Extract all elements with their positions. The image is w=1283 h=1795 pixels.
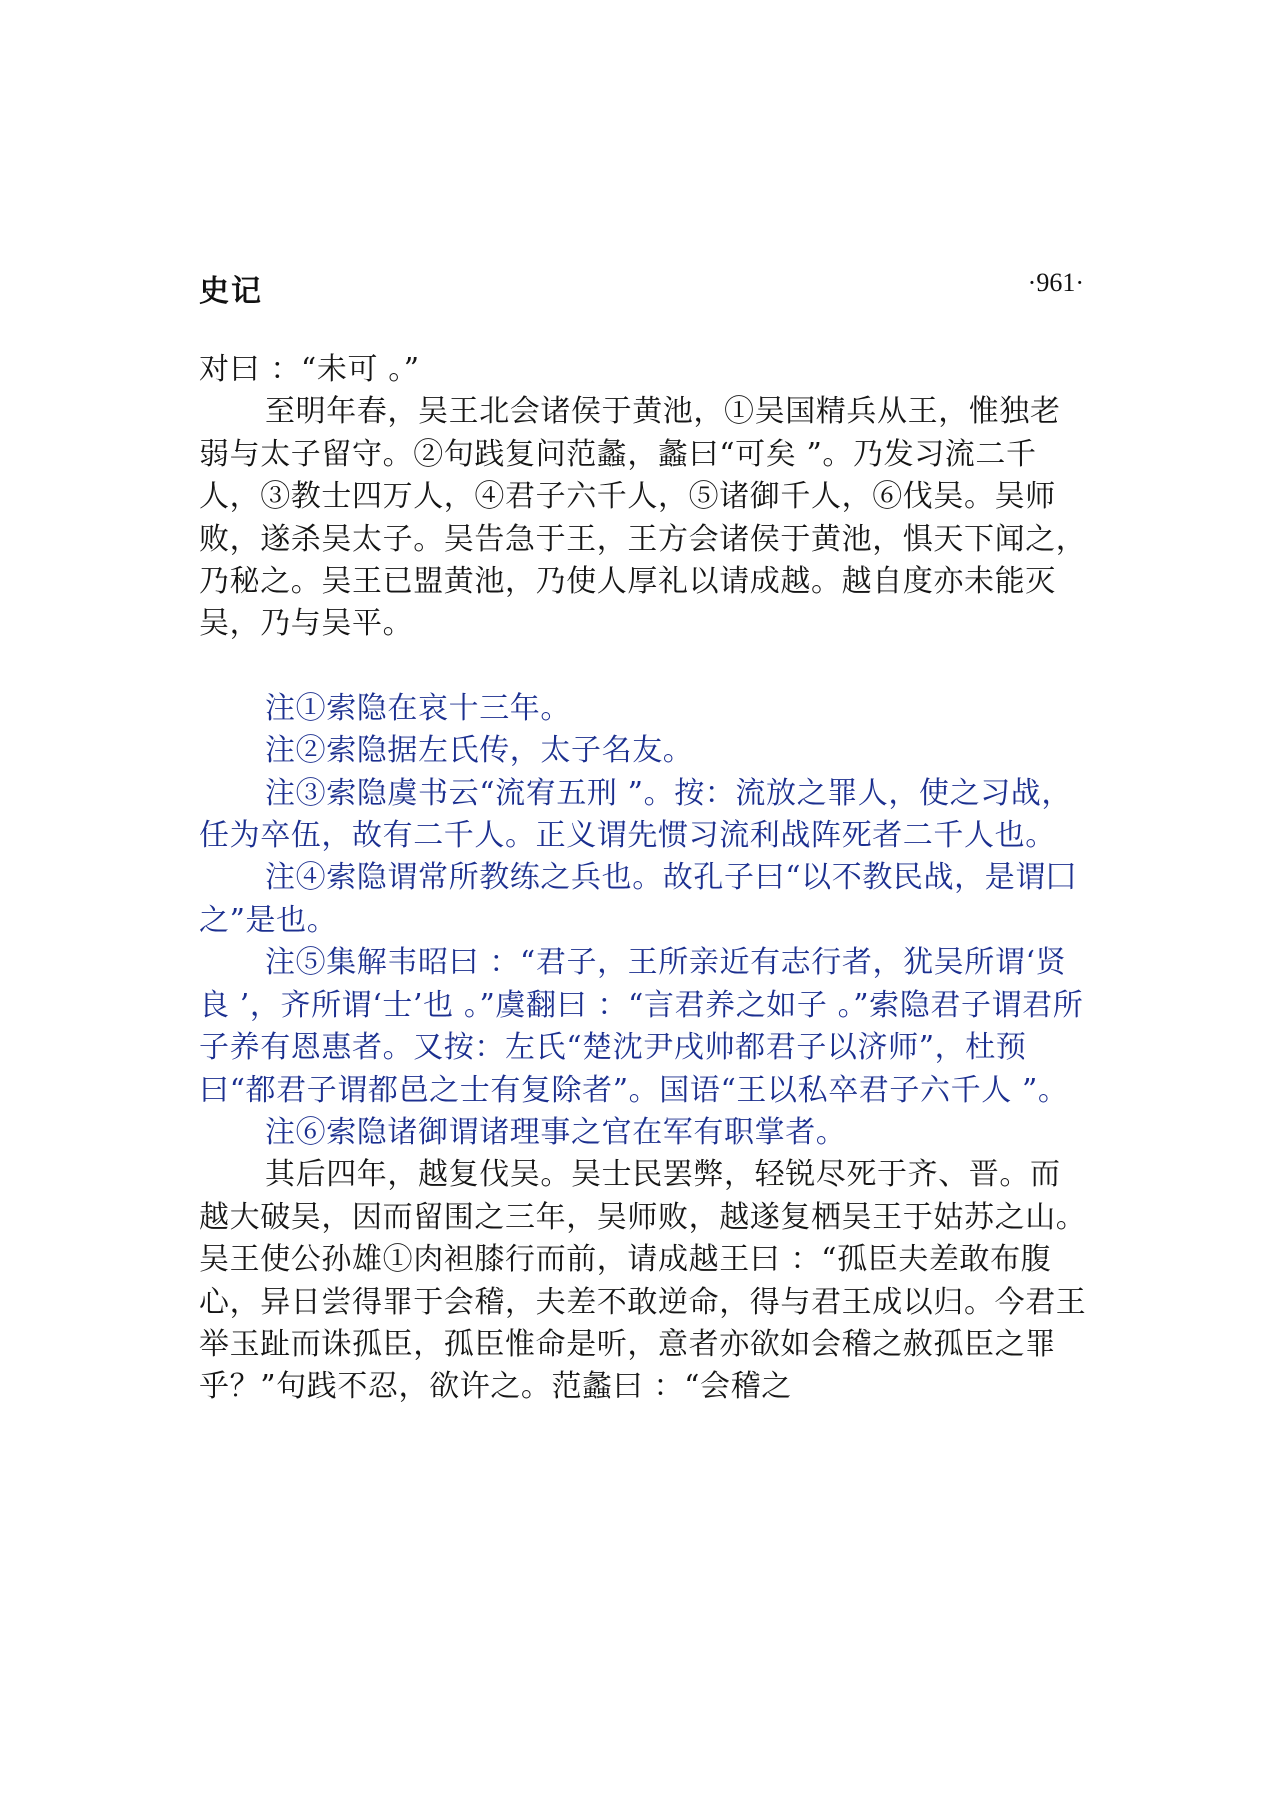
- paragraph-gusu: 其后四年，越复伐吴。吴士民罢弊，轻锐尽死于齐、晋。而越大破吴，因而留围之三年，吴师败，越遂复栖吴王于姑苏之山。吴王使公孙雄①肉袒膝行而前，请成越王曰 ：“孤臣夫差敢布腹心，异日尝得罪于会稽，夫差不敢逆命，得与君王成以归。今君王举玉趾而诛孤臣，孤臣惟命是听，意者亦欲如会稽之赦孤臣之罪乎？”句践不忍，欲许之。范蠡曰 ：“会稽之: [199, 1157, 1087, 1405]
- running-head: [199, 266, 1084, 309]
- note-6: 注⑥索隐诸御谓诸理事之官在军有职掌者。: [265, 1114, 847, 1150]
- paragraph-huangchi: 至明年春，吴王北会诸侯于黄池，①吴国精兵从王，惟独老弱与太子留守。②句践复问范蠡，蠡曰“可矣 ”。乃发习流二千人，③教士四万人，④君子六千人，⑤诸御千人，⑥伐吴。吴师败，遂杀吴太子。吴告急于王，王方会诸侯于黄池，惧天下闻之，乃秘之。吴王已盟黄池，乃使人厚礼以请成越。越自度亦未能灭吴，乃与吴平。: [199, 394, 1087, 642]
- note-4: 注④索隐谓常所教练之兵也。故孔子曰“以不教民战，是谓囗之”是也。: [199, 860, 1077, 938]
- note-3: 注③索隐虞书云“流宥五刑 ”。按：流放之罪人，使之习战，任为卒伍，故有二千人。正义谓先惯习流利战阵死者二千人也。: [199, 775, 1073, 854]
- book-title: 史记: [199, 274, 263, 309]
- note-5: 注⑤集解韦昭曰 ：“君子，王所亲近有志行者，犹吴所谓‘贤良 ’，齐所谓‘士’也 。”虞翻曰 ：“言君养之如子 。”索隐君子谓君所子养有恩惠者。又按：左氏“楚沈尹戌帅都君子以济师”，杜预曰“都君子谓都邑之士有复除者”。国语“王以私卒君子六千人 ”。: [199, 945, 1084, 1108]
- section-gap: [199, 646, 1089, 688]
- note-1: 注①索隐在哀十三年。: [265, 690, 571, 726]
- paragraph-reply: 对曰 ：“未可 。”: [199, 352, 420, 387]
- body-text: [199, 349, 1089, 1409]
- note-2: 注②索隐据左氏传，太子名友。: [265, 733, 694, 769]
- page-number: ·961·: [1027, 268, 1084, 297]
